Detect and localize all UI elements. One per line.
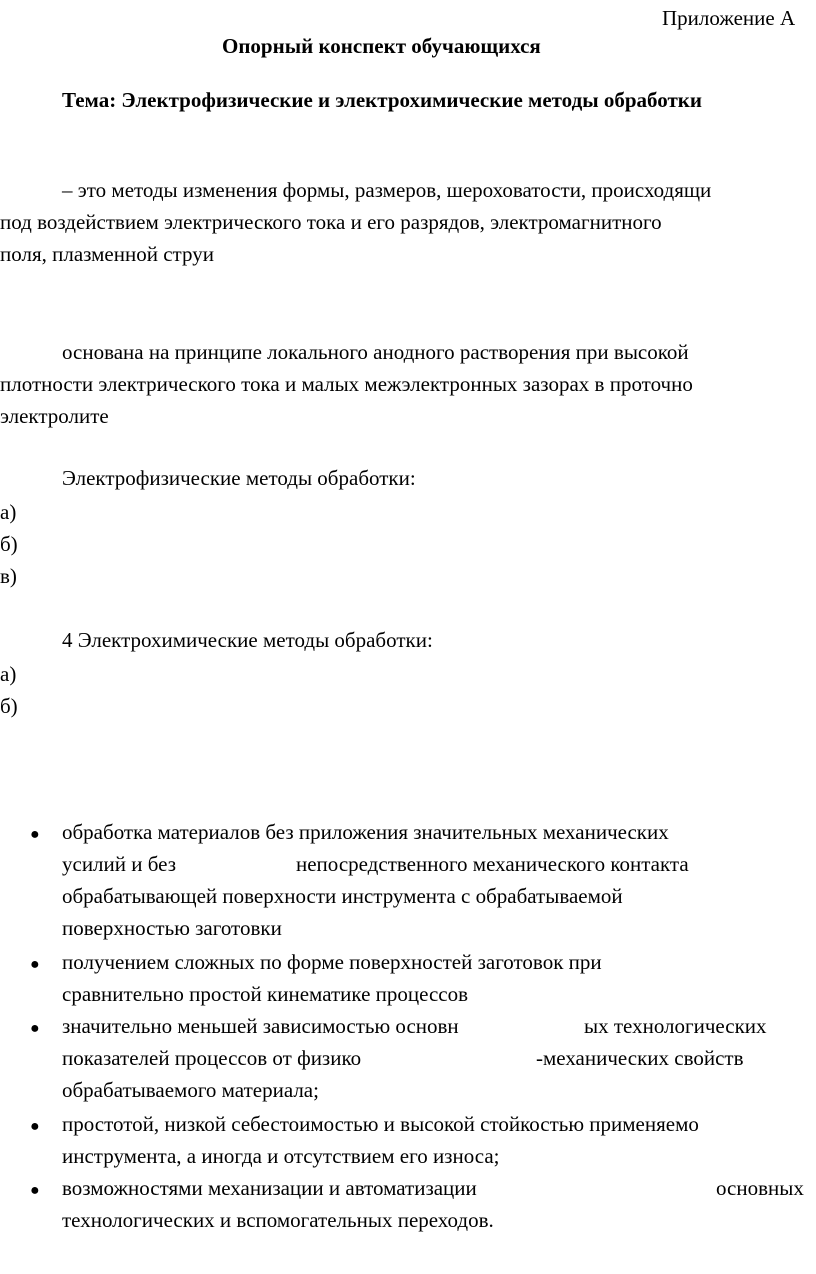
definition2-line1: основана на принципе локального анодного растворения при высокой [62,340,689,364]
advantage-3-line3: обрабатываемого материала; [62,1078,319,1102]
advantage-5-line1-part2: основных [716,1176,804,1200]
document-title: Опорный конспект обучающихся [222,34,541,58]
physical-method-item-a: а) [0,500,17,524]
advantage-1-line3: обрабатывающей поверхности инструмента с обрабатываемой [62,884,623,908]
advantage-2-line2: сравнительно простой кинематике процессов [62,982,469,1006]
definition1-line1: – это методы изменения формы, размеров, шероховатости, происходящи [62,178,712,202]
advantage-1-line4: поверхностью заготовки [62,916,282,940]
advantage-4-line2: инструмента, а иногда и отсутствием его износа; [62,1144,500,1168]
definition2-line3: электролите [0,404,109,428]
advantage-3-line2-part2: -механических свойств [536,1046,744,1070]
advantage-1-line2-part2: непосредственного механического контакта [296,852,689,876]
advantage-2-line1: получением сложных по форме поверхностей заготовок при [62,950,602,974]
definition2-line2: плотности электрического тока и малых межэлектронных зазорах в проточно [0,372,693,396]
chemical-method-item-a: а) [0,662,17,686]
advantage-1-line2-part1: усилий и без [62,852,177,876]
definition1-line3: поля, плазменной струи [0,242,214,266]
bullet-icon: ● [30,1020,40,1037]
physical-methods-heading: Электрофизические методы обработки: [62,466,416,490]
appendix-label: Приложение А [662,6,796,30]
topic-heading: Тема: Электрофизические и электрохимические методы обработки [62,88,702,112]
advantage-4-line1: простотой, низкой себестоимостью и высокой стойкостью применяемо [62,1112,699,1136]
physical-method-item-b: б) [0,532,18,556]
advantage-3-line2-part1: показателей процессов от физико [62,1046,362,1070]
advantage-3-line1-part2: ых технологических [584,1014,767,1038]
bullet-icon: ● [30,1182,40,1199]
bullet-icon: ● [30,956,40,973]
advantage-3-line1-part1: значительно меньшей зависимостью основн [62,1014,459,1038]
chemical-methods-heading: 4 Электрохимические методы обработки: [62,628,433,652]
bullet-icon: ● [30,826,40,843]
definition1-line2: под воздействием электрического тока и его разрядов, электромагнитного [0,210,662,234]
advantage-1-line1: обработка материалов без приложения значительных механических [62,820,669,844]
chemical-method-item-b: б) [0,694,18,718]
advantage-5-line2: технологических и вспомогательных переходов. [62,1208,494,1232]
bullet-icon: ● [30,1118,40,1135]
physical-method-item-c: в) [0,564,17,588]
advantage-5-line1-part1: возможностями механизации и автоматизации [62,1176,477,1200]
